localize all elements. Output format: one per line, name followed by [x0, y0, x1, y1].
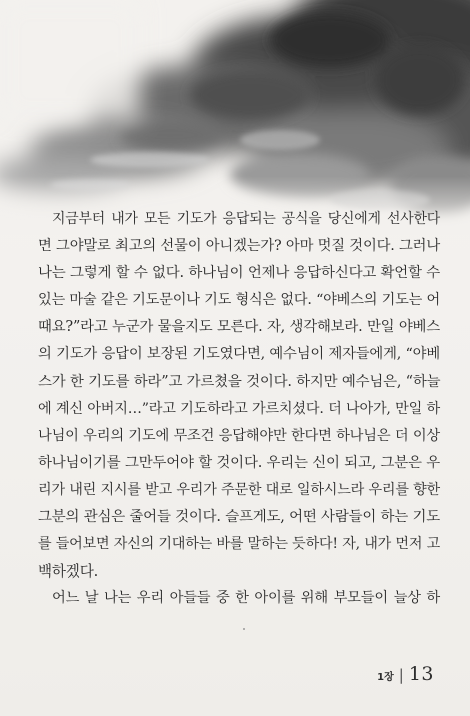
page-footer [377, 663, 434, 685]
text-line: 백하겠다. [38, 563, 99, 581]
text-line: 의 기도가 응답이 보장된 기도였다면, 예수님이 제자들에게, “야베 [38, 346, 440, 363]
paragraph-1 [38, 206, 440, 585]
footer-separator: | [398, 666, 404, 684]
print-speck [243, 628, 245, 630]
text-line: 때요?”라고 누군가 물을지도 모른다. 자, 생각해보라. 만일 야베스 [38, 319, 440, 336]
chapter-label: 1장 [377, 672, 394, 683]
text-line: 그분의 관심은 줄어들 것이다. 슬프게도, 어떤 사람들이 하는 기도 [38, 509, 440, 526]
text-line: 스가 한 기도를 하라”고 가르쳤을 것이다. 하지만 예수님은, “하늘 [38, 373, 441, 390]
text-line: 를 들어보면 자신의 기대하는 바를 말하는 듯하다! 자, 내가 먼저 고 [38, 536, 440, 553]
paragraph-2 [38, 585, 440, 612]
text-line: 에 계신 아버지…”라고 기도하라고 가르치셨다. 더 나아가, 만일 하 [38, 400, 440, 417]
text-line: 나는 그렇게 할 수 없다. 하나님이 언제나 응답하신다고 확언할 수 [38, 265, 440, 282]
text-line: 하나님이기를 그만두어야 할 것이다. 우리는 신이 되고, 그분은 우 [38, 454, 440, 471]
page-number: 13 [408, 663, 434, 685]
body-text [38, 206, 440, 612]
text-line: 어느 날 나는 우리 아들들 중 한 아이를 위해 부모들이 늘상 하 [52, 590, 440, 607]
text-line: 지금부터 내가 모든 기도가 응답되는 공식을 당신에게 선사한다 [52, 211, 440, 227]
text-line: 면 그야말로 최고의 선물이 아니겠는가? 아마 멋질 것이다. 그러나 [38, 238, 440, 255]
text-line: 나님이 우리의 기도에 무조건 응답해야만 한다면 하나님은 더 이상 [38, 427, 440, 444]
text-line: 있는 마술 같은 기도문이나 기도 형식은 없다. “야베스의 기도는 어 [38, 292, 440, 309]
text-line: 리가 내린 지시를 받고 우리가 주문한 대로 일하시느라 우리를 향한 [38, 481, 440, 498]
cloudy-sky-image [0, 0, 470, 235]
